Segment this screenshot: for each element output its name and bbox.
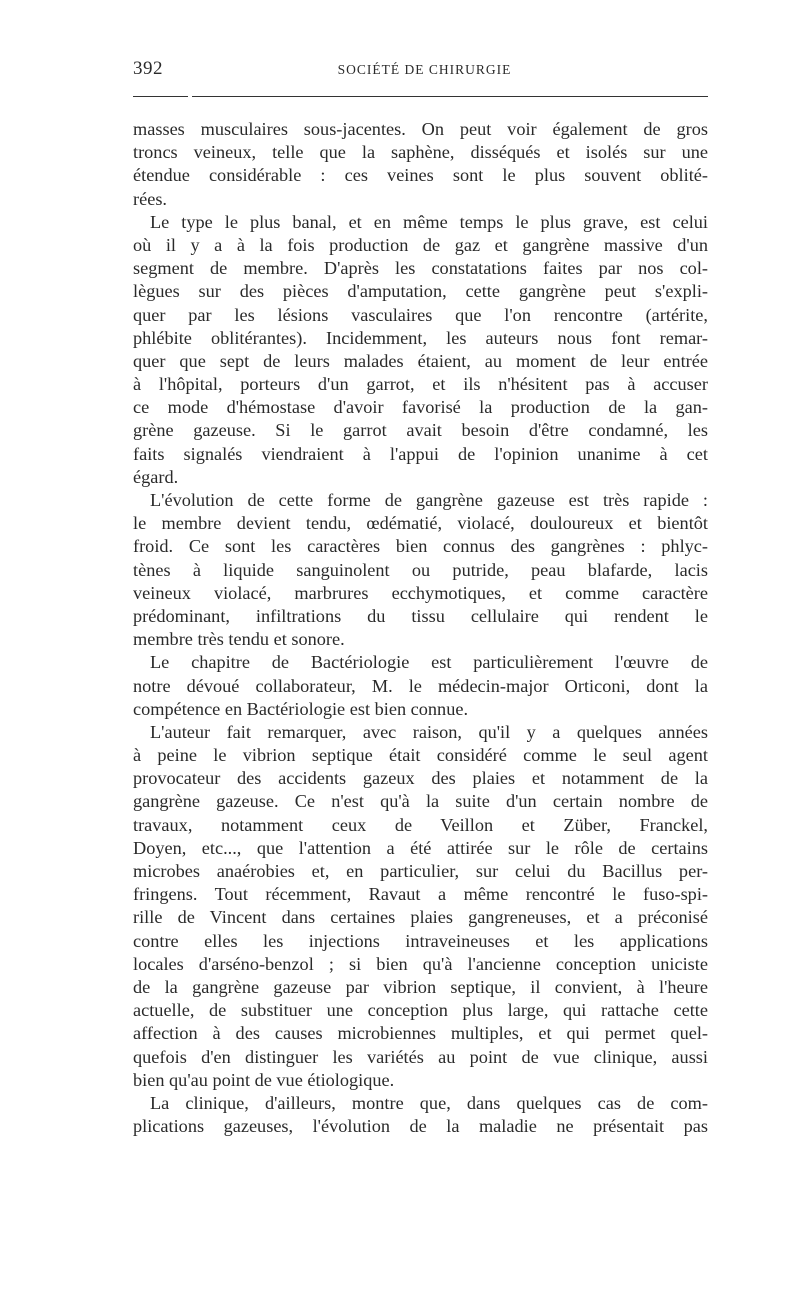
text-line: Le type le plus banal, et en même temps le plus grave, est celui <box>150 211 708 232</box>
text-line: quefois d'en distinguer les variétés au point de vue clinique, aussi <box>133 1046 708 1067</box>
text-line: où il y a à la fois production de gaz et gangrène massive d'un <box>133 234 708 255</box>
text-line: lègues sur des pièces d'amputation, cette gangrène peut s'expli- <box>133 281 708 302</box>
header-rule-break <box>188 94 192 100</box>
text-line: gangrène gazeuse. Ce n'est qu'à la suite d'un certain nombre de <box>133 791 708 812</box>
text-line: le membre devient tendu, œdématié, violacé, douloureux et bientôt <box>133 513 708 534</box>
body-text <box>133 118 708 1138</box>
text-line: L'évolution de cette forme de gangrène gazeuse est très rapide : <box>150 490 708 510</box>
text-line: étendue considérable : ces veines sont le plus souvent oblité- <box>133 165 708 186</box>
text-line: microbes anaérobies et, en particulier, sur celui du Bacillus per- <box>133 861 708 881</box>
header-rule <box>133 96 708 97</box>
text-line: ce mode d'hémostase d'avoir favorisé la production de la gan- <box>133 397 708 418</box>
text-line: de la gangrène gazeuse par vibrion septique, il convient, à l'heure <box>133 976 708 997</box>
text-line: faits signalés viendraient à l'appui de l'opinion unanime à cet <box>133 443 708 464</box>
text-line: affection à des causes microbiennes multiples, et qui permet quel- <box>133 1023 708 1044</box>
page-number: 392 <box>133 58 163 79</box>
text-line: à l'hôpital, porteurs d'un garrot, et ils n'hésitent pas à accuser <box>133 374 708 395</box>
text-line: La clinique, d'ailleurs, montre que, dans quelques cas de com- <box>150 1092 708 1113</box>
text-line: rées. <box>133 188 168 209</box>
text-line: actuelle, de substituer une conception plus large, qui rattache cette <box>133 1000 708 1021</box>
text-line: plications gazeuses, l'évolution de la maladie ne présentait pas <box>133 1116 708 1137</box>
text-line: masses musculaires sous-jacentes. On peut voir également de gros <box>133 119 708 139</box>
text-line: travaux, notamment ceux de Veillon et Züber, Franckel, <box>133 814 708 835</box>
text-line: contre elles les injections intraveineuses et les applications <box>133 930 708 951</box>
text-line: Le chapitre de Bactériologie est particulièrement l'œuvre de <box>150 652 708 673</box>
text-line: bien qu'au point de vue étiologique. <box>133 1069 395 1090</box>
text-line: troncs veineux, telle que la saphène, disséqués et isolés sur une <box>133 142 708 163</box>
text-line: provocateur des accidents gazeux des plaies et notamment de la <box>133 768 708 789</box>
text-line: rille de Vincent dans certaines plaies gangreneuses, et a préconisé <box>133 907 708 928</box>
text-line: à peine le vibrion septique était considéré comme le seul agent <box>133 745 708 766</box>
text-line: grène gazeuse. Si le garrot avait besoin d'être condamné, les <box>133 420 708 441</box>
text-line: fringens. Tout récemment, Ravaut a même rencontré le fuso-spi- <box>133 884 708 905</box>
text-line: égard. <box>133 466 179 487</box>
document-page <box>133 58 708 1137</box>
text-line: phlébite oblitérantes). Incidemment, les auteurs nous font remar- <box>133 327 708 348</box>
text-line: veineux violacé, marbrures ecchymotiques, et comme caractère <box>133 582 708 603</box>
text-line: tènes à liquide sanguinolent ou putride, peau blafarde, lacis <box>133 559 708 580</box>
text-line: locales d'arséno-benzol ; si bien qu'à l'ancienne conception uniciste <box>133 953 708 974</box>
text-line: Doyen, etc..., que l'attention a été attirée sur le rôle de certains <box>133 837 708 858</box>
text-line: L'auteur fait remarquer, avec raison, qu'il y a quelques années <box>150 721 708 742</box>
page-header <box>133 58 708 86</box>
text-line: notre dévoué collaborateur, M. le médecin-major Orticoni, dont la <box>133 675 708 696</box>
text-line: prédominant, infiltrations du tissu cellulaire qui rendent le <box>133 605 708 626</box>
text-line: segment de membre. D'après les constatations faites par nos col- <box>133 258 708 279</box>
running-title: SOCIÉTÉ DE CHIRURGIE <box>337 62 512 77</box>
text-line: quer par les lésions vasculaires que l'on rencontre (artérite, <box>133 304 708 325</box>
text-line: quer que sept de leurs malades étaient, au moment de leur entrée <box>133 350 708 371</box>
text-line: froid. Ce sont les caractères bien connus des gangrènes : phlyc- <box>133 536 708 557</box>
text-line: membre très tendu et sonore. <box>133 629 345 650</box>
text-line: compétence en Bactériologie est bien connue. <box>133 698 469 719</box>
